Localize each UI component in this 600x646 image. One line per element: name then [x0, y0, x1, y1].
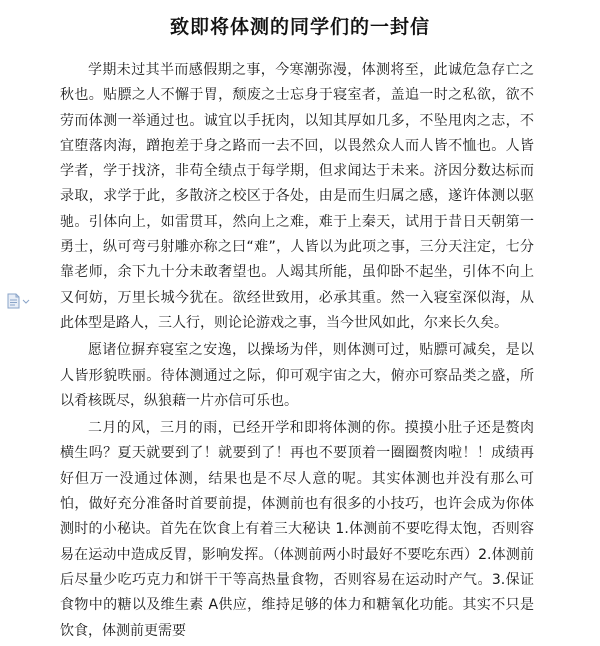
- document-icon[interactable]: [6, 293, 32, 309]
- paragraph-3: 二月的风，三月的雨，已经开学和即将体测的你。摸摸小肚子还是赘肉横生吗？夏天就要到了！就要到了！再也不要顶着一圈圈赘肉啦！！成绩再好但万一没通过体测，结果也是不尽人意的呢。其实体测也并没有那么可怕，做好充分准备时首要前提，体测前也有很多的小技巧，也许会成为你体测时的小秘诀。首先在饮食上有着三大秘诀 1.体测前不要吃得太饱，否则容易在运动中造成反胃，影响发挥。（体测前两小时最好不要吃东西）2.体测前后尽量少吃巧克力和饼干干等高热量食物，否则容易在运动时产气。3.保证食物中的糖以及维生素 A供应，维持足够的体力和糖氧化功能。其实不只是饮食，体测前更需要: [60, 420, 534, 639]
- paragraph-2: 愿诸位摒弃寝室之安逸，以操场为伴，则体测可过，贴膘可减矣，是以人皆形貌昳丽。待体测通过之际，仰可观宇宙之大，俯亦可察品类之盛，所以肴核既尽，纵狼藉一片亦信可乐也。: [60, 342, 534, 409]
- paragraph-1: 学期未过其半而感假期之事，今寒潮弥漫，体测将至，此诚危急存亡之秋也。贴膘之人不懈于胃，颓废之士忘身于寝室者，盖追一时之私欲，欲不劳而体测一举通过也。诚宜以手抚肉，以知其厚如几多，不坠甩肉之志，不宜堕落肉海，蹭抱差于身之路而一去不回，以畏然众人而人皆不恤也。人皆学者，学于找济，非苟全绩点于每学期，但求闻达于未来。济因分数达标而录取，求学于此，多散济之校区于各处，由是而生归属之感，遂许体测以驱驰。引体向上，如雷贯耳，然向上之难，难于上秦天，试用于昔日天朝第一勇士，纵可弯弓射雕亦称之曰“难”，人皆以为此项之事，三分天注定，七分靠老师，余下九十分未敢奢望也。人竭其所能，虽仰卧不起坐，引体不向上又何妨，万里长城今犹在。欲经世致用，必承其重。然一入寝室深似海，从此体型是路人，三人行，则论论游戏之事，当今世风如此，尔来长久矣。: [60, 62, 534, 331]
- document-body: [60, 58, 534, 646]
- document-title: 致即将体测的同学们的一封信: [169, 16, 430, 38]
